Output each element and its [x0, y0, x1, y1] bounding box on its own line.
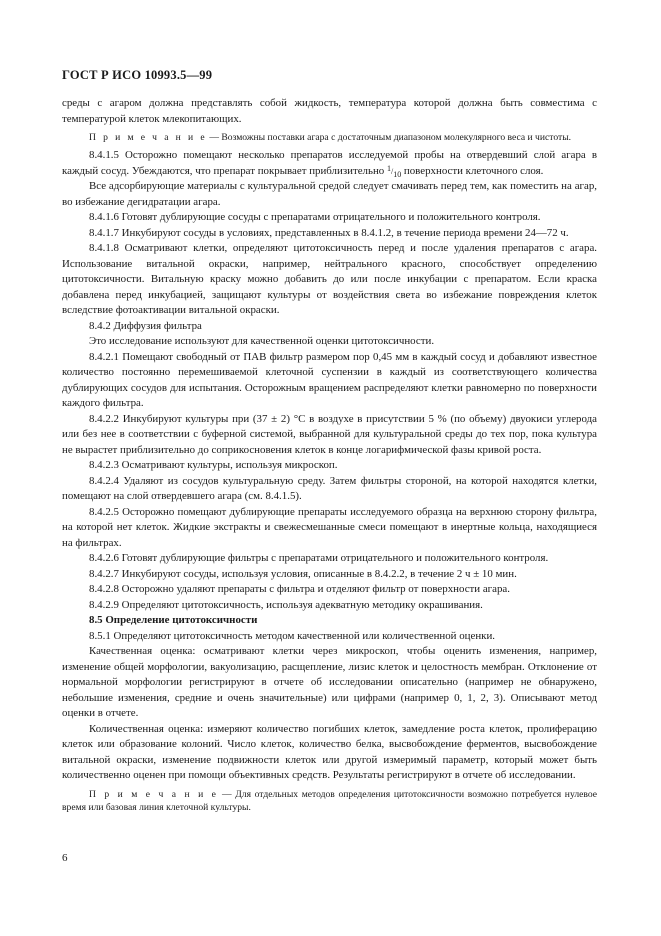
paragraph-8-4-2-4: 8.4.2.4 Удаляют из сосудов культуральную среду. Затем фильтры стороной, на которой находятся клетки, помещают на слой отвердевшего агара (см. 8.4.1.5).: [62, 474, 597, 503]
document-standard-id: ГОСТ Р ИСО 10993.5—99: [62, 68, 213, 82]
paragraph-8-4-1-6: 8.4.1.6 Готовят дублирующие сосуды с препаратами отрицательного и положительного контроля.: [89, 211, 541, 224]
fraction-slash: /: [390, 166, 394, 176]
paragraph-8-4-2-9: 8.4.2.9 Определяют цитотоксичность, используя адекватную методику окрашивания.: [89, 598, 483, 611]
note-label: П р и м е ч а н и е: [89, 132, 207, 143]
paragraph-adsorbing-materials: Все адсорбирующие материалы с культуральной средой следует смачивать перед тем, как поместить на агар, во избежание дегидратации агара.: [62, 180, 597, 208]
paragraph-8-4-2-7: 8.4.2.7 Инкубируют сосуды, используя условия, описанные в 8.4.2.2, в течение 2 ч ± 10 мин.: [89, 567, 517, 580]
paragraph-agar-medium: среды с агаром должна представлять собой жидкость, температура которой должна быть совместима с температурой клеток млекопитающих.: [62, 97, 597, 125]
note-cytotoxicity-baseline: [62, 788, 597, 814]
paragraph-8-5-1: 8.5.1 Определяют цитотоксичность методом качественной или количественной оценки.: [89, 629, 496, 642]
paragraph-8-4-2-2: 8.4.2.2 Инкубируют культуры при (37 ± 2) °С в воздухе в присутствии 5 % (по объему) двуокиси углерода или без нее в соответствии с буферной системой, выбранной для культуральной среды до тех пор, пока культура не вырастет приблизительно до соприкосновения клеток в конце логарифмической фазы кривой роста.: [62, 412, 597, 456]
paragraph-8-4-2-6: 8.4.2.6 Готовят дублирующие фильтры с препаратами отрицательного и положительного контроля.: [89, 552, 549, 565]
subsection-8-4-2-title: 8.4.2 Диффузия фильтра: [89, 319, 202, 332]
paragraph-8-4-1-5: [62, 148, 597, 179]
fraction-one-tenth: [387, 164, 401, 179]
paragraph-text: 8.4.1.5 Осторожно помещают несколько препаратов исследуемой пробы на отвердевший слой агара в каждый сосуд. Убеждаются, что препарат покрывает приблизительно: [62, 149, 597, 177]
paragraph-8-4-2-3: 8.4.2.3 Осматривают культуры, используя микроскоп.: [89, 459, 338, 472]
note-label: П р и м е ч а н и е: [89, 788, 219, 800]
paragraph-filter-diffusion-intro: Это исследование используют для качественной оценки цитотоксичности.: [89, 335, 435, 348]
note-text: — Возможны поставки агара с достаточным диапазоном молекулярного веса и чистоты.: [206, 132, 572, 143]
fraction-numerator: 1: [386, 163, 391, 173]
paragraph-8-4-2-1: 8.4.2.1 Помещают свободный от ПАВ фильтр размером пор 0,45 мм в каждый сосуд и добавляют известное количество постоянно перемешиваемой клеточной суспензии в каждый из соответствующего количества дублирующих сосудов для испытания. Осторожным вращением распределяют клетки равномерно по поверхности каждого фильтра.: [62, 350, 597, 410]
paragraph-qualitative-assessment: Качественная оценка: осматривают клетки через микроскоп, чтобы оценить изменения, например, изменение общей морфологии, вакуолизацию, расщепление, лизис клеток и целостность мембран. Отклонение от нормальной морфологии регистрируют в отчете об исследовании описательно (например не обнаружено, небольшие изменения, средние и очень значительные) или цифрами (например 0, 1, 2, 3). Описывают метод оценки в отчете.: [62, 645, 597, 720]
paragraph-8-4-1-7: 8.4.1.7 Инкубируют сосуды в условиях, представленных в 8.4.1.2, в течение периода времени 24—72 ч.: [89, 226, 569, 239]
paragraph-text: поверхности клеточного слоя.: [401, 164, 544, 177]
paragraph-8-4-2-8: 8.4.2.8 Осторожно удаляют препараты с фильтра и отделяют фильтр от поверхности агара.: [89, 583, 510, 596]
paragraph-8-4-1-8: 8.4.1.8 Осматривают клетки, определяют цитотоксичность перед и после удаления препаратов с агара. Использование витальной окраски, например, нейтрального красного, способствует определению цитотоксичности. Витальную краску можно добавить до или после инкубации с препаратом. Если краска добавлена перед инкубацией, защищают культуры от воздействия света во избежание повреждения клеток вследствие фотоактивации витальной окраски.: [62, 242, 597, 317]
paragraph-quantitative-assessment: Количественная оценка: измеряют количество погибших клеток, замедление роста клеток, пролиферацию клеток или образование колоний. Число клеток, количество белка, высвобождение ферментов, высвобождение витальной окраски, изменение подвижности клеток или другой измеримый параметр, который может быть количественно оценен при помощи объективных средств. Результаты регистрируют в отчете об исследовании.: [62, 722, 597, 782]
page-number: 6: [62, 852, 68, 864]
fraction-denominator: 10: [393, 169, 402, 179]
note-agar-supply: [62, 131, 597, 144]
section-8-5-heading: 8.5 Определение цитотоксичности: [89, 614, 258, 627]
document-body: [62, 96, 597, 818]
note-text: — Для отдельных методов определения цитотоксичности возможно потребуется нулевое время или базовая линия клеточной культуры.: [62, 788, 598, 813]
paragraph-8-4-2-5: 8.4.2.5 Осторожно помещают дублирующие препараты исследуемого образца на верхнюю сторону фильтра, на которой нет клеток. Жидкие экстракты и свежесмешанные смеси помещают в инертные кольца, находящиеся на фильтрах.: [62, 505, 597, 549]
